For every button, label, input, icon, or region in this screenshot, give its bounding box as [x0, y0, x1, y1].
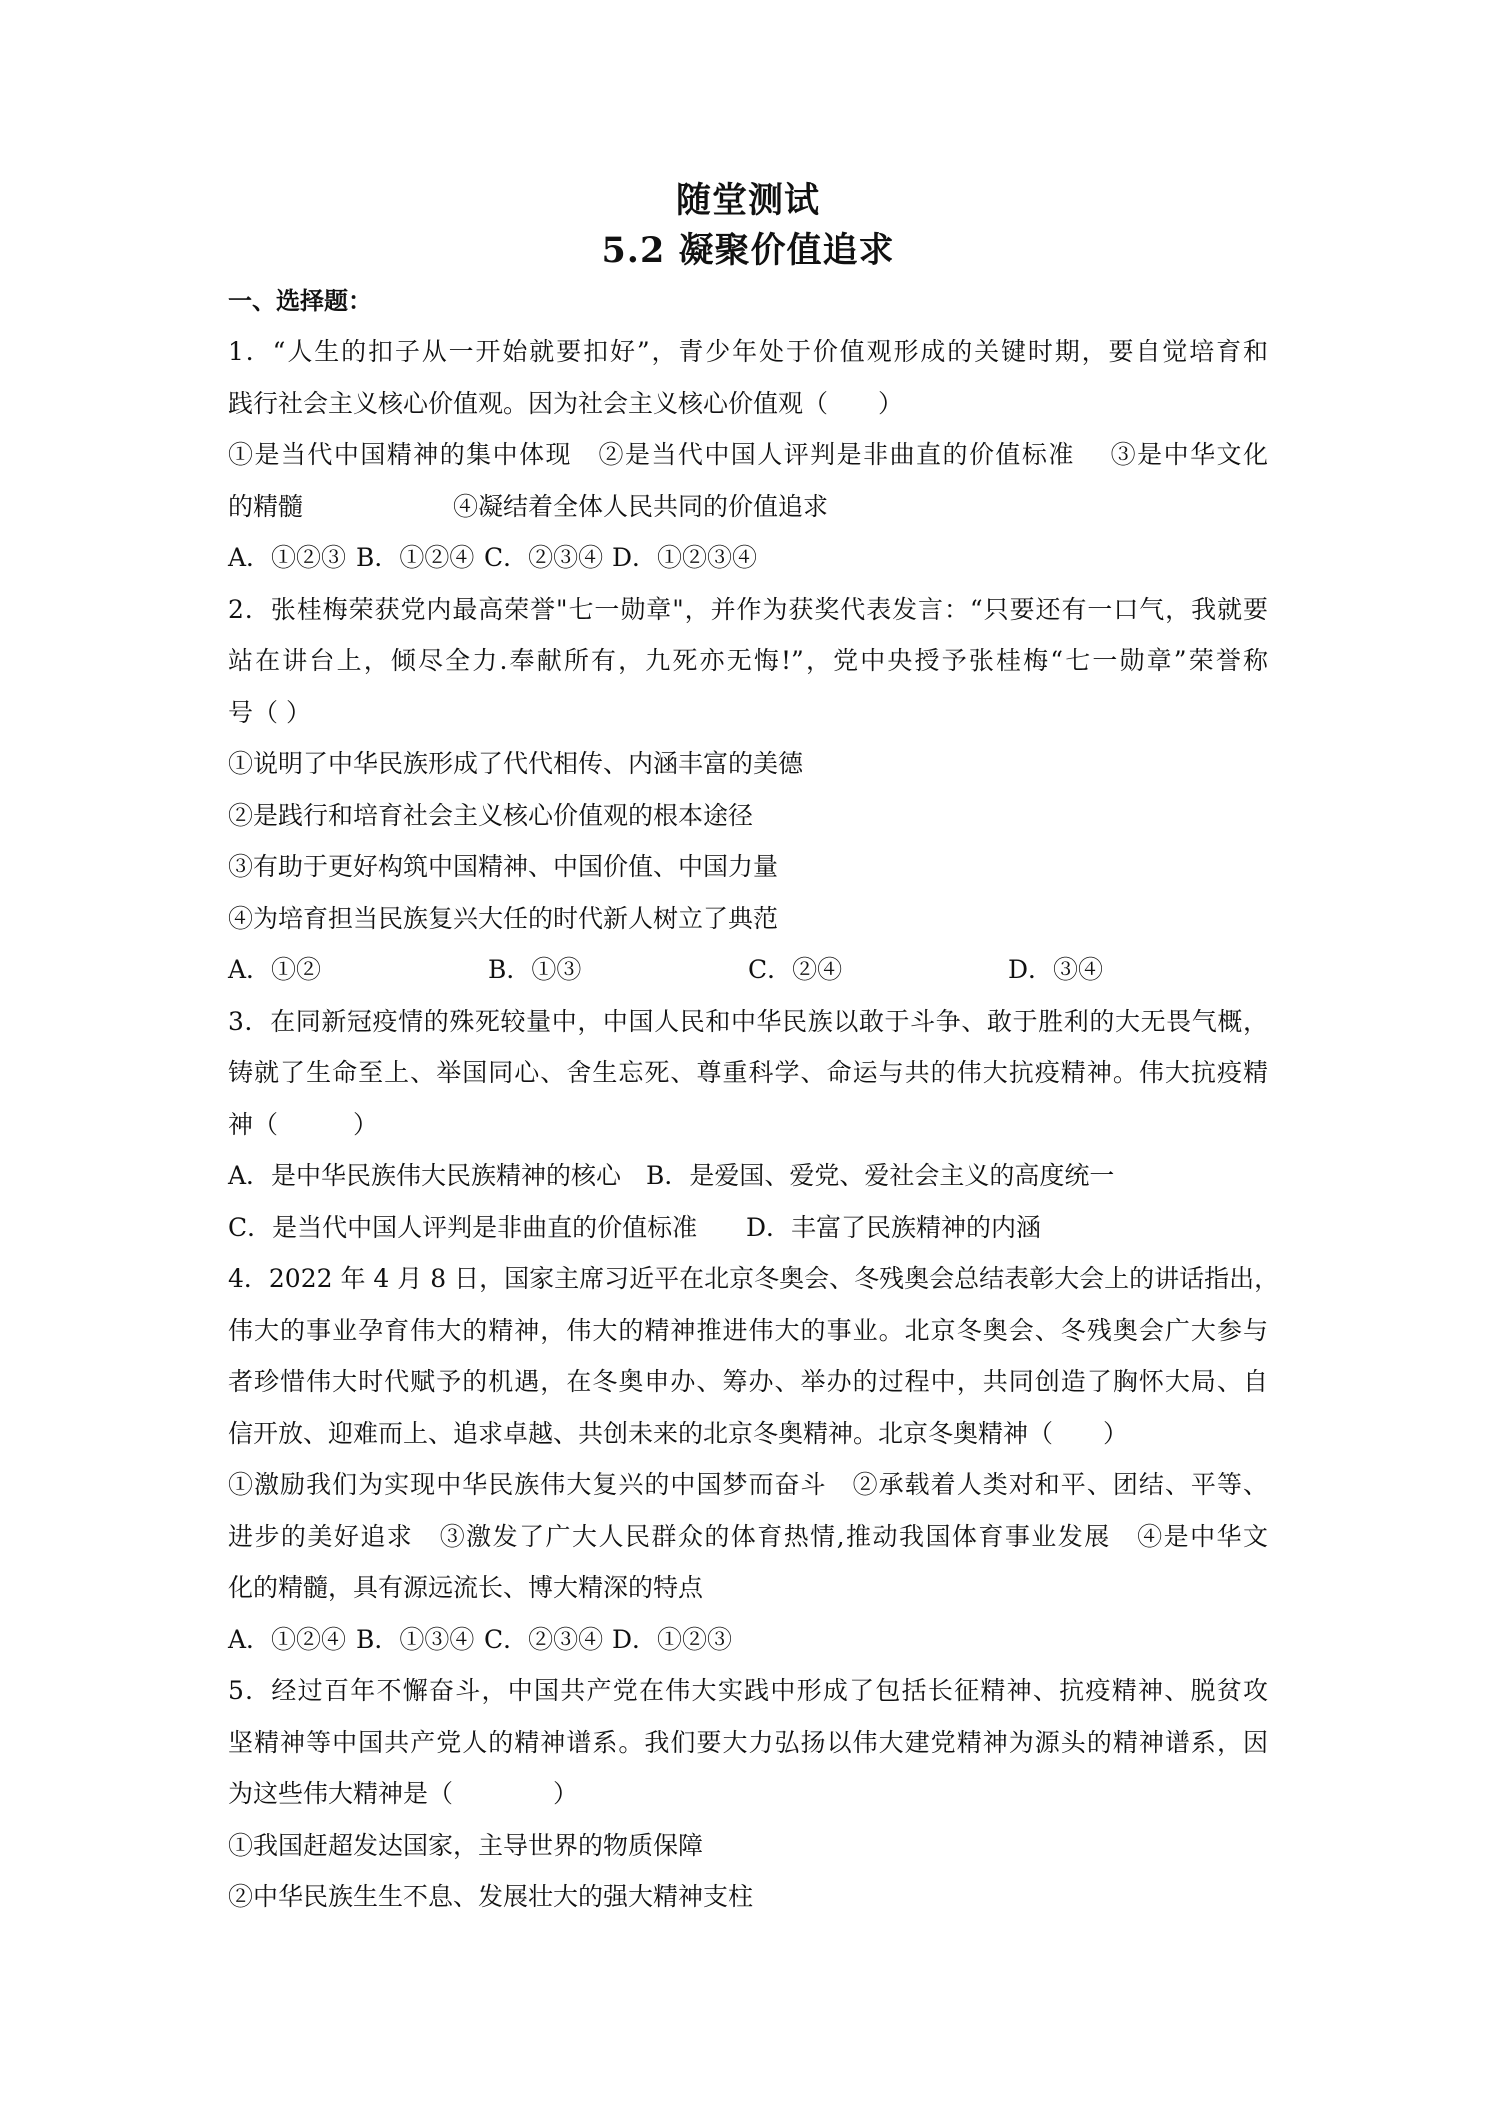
question-line: 伟大的事业孕育伟大的精神，伟大的精神推进伟大的事业。北京冬奥会、冬残奥会广大参与	[228, 1315, 1268, 1345]
option-c[interactable]: C．②③④	[484, 543, 604, 572]
document-title: 随堂测试	[675, 180, 820, 221]
option-b[interactable]: B．①②④	[356, 543, 475, 572]
answer-options	[228, 1150, 1268, 1202]
question-line: 站在讲台上，倾尽全力.奉献所有，九死亦无悔!”，党中央授予张桂梅“七一勋章”荣誉称	[228, 646, 1268, 675]
answer-options	[228, 532, 1268, 584]
question-line: 神（ ）	[228, 1109, 379, 1139]
question-line: 者珍惜伟大时代赋予的机遇，在冬奥申办、筹办、举办的过程中，共同创造了胸怀大局、自	[228, 1367, 1268, 1396]
question-line: ②是践行和培育社会主义核心价值观的根本途径	[228, 800, 754, 830]
question-line: 坚精神等中国共产党人的精神谱系。我们要大力弘扬以伟大建党精神为源头的精神谱系，因	[228, 1727, 1268, 1757]
option-b[interactable]: B．是爱国、爱党、爱社会主义的高度统一	[646, 1161, 1115, 1190]
document-content	[228, 176, 1280, 1923]
question-line: ①我国赶超发达国家，主导世界的物质保障	[228, 1830, 704, 1860]
option-c[interactable]: C．②④	[748, 955, 843, 984]
question-line: 践行社会主义核心价值观。因为社会主义核心价值观（ ）	[228, 388, 904, 418]
question-line: ③有助于更好构筑中国精神、中国价值、中国力量	[228, 852, 779, 881]
question-line: 为这些伟大精神是（ ）	[228, 1779, 579, 1808]
question-1	[228, 326, 1268, 584]
option-d[interactable]: D．③④	[1008, 955, 1104, 984]
question-4	[228, 1253, 1280, 1665]
question-line: ②中华民族生生不息、发展壮大的强大精神支柱	[228, 1882, 754, 1911]
option-c[interactable]: C．②③④	[484, 1624, 604, 1654]
question-2	[228, 584, 1268, 996]
question-line: 1．“人生的扣子从一开始就要扣好”，青少年处于价值观形成的关键时期，要自觉培育和	[228, 337, 1268, 366]
question-line: ①激励我们为实现中华民族伟大复兴的中国梦而奋斗 ②承载着人类对和平、团结、平等、	[228, 1470, 1268, 1499]
section-heading: 一、选择题：	[228, 286, 372, 315]
answer-options	[228, 1202, 1268, 1254]
question-line: 3．在同新冠疫情的殊死较量中，中国人民和中华民族以敢于斗争、敢于胜利的大无畏气概，	[228, 1006, 1268, 1036]
question-line: 号（ ）	[228, 697, 311, 727]
question-line: 化的精髓，具有源远流长、博大精深的特点	[228, 1573, 704, 1602]
answer-options	[228, 1614, 1268, 1666]
answer-options	[228, 944, 1268, 996]
question-line: 铸就了生命至上、举国同心、舍生忘死、尊重科学、命运与共的伟大抗疫精神。伟大抗疫精	[228, 1058, 1268, 1087]
question-line: 4．2022 年 4 月 8 日，国家主席习近平在北京冬奥会、冬残奥会总结表彰大会上的讲话指出，	[228, 1264, 1280, 1293]
option-b[interactable]: B．①③④	[356, 1624, 475, 1654]
option-d[interactable]: D．①②③	[612, 1624, 733, 1654]
question-line: ④为培育担当民族复兴大任的时代新人树立了典范	[228, 903, 779, 933]
question-line: 的精髓 ④凝结着全体人民共同的价值追求	[228, 491, 829, 521]
option-d[interactable]: D．丰富了民族精神的内涵	[746, 1212, 1042, 1242]
document-subtitle: 5.2 凝聚价值追求	[601, 230, 895, 271]
option-a[interactable]: A．①②③	[228, 543, 347, 572]
question-line: 5．经过百年不懈奋斗，中国共产党在伟大实践中形成了包括长征精神、抗疫精神、脱贫攻	[228, 1676, 1268, 1705]
question-line: ①是当代中国精神的集中体现 ②是当代中国人评判是非曲直的价值标准 ③是中华文化	[228, 440, 1268, 469]
question-line: ①说明了中华民族形成了代代相传、内涵丰富的美德	[228, 749, 804, 778]
option-a[interactable]: A．①②④	[228, 1624, 347, 1654]
question-line: 信开放、迎难而上、追求卓越、共创未来的北京冬奥精神。北京冬奥精神（ ）	[228, 1418, 1129, 1448]
question-line: 进步的美好追求 ③激发了广大人民群众的体育热情,推动我国体育事业发展 ④是中华文	[228, 1521, 1268, 1551]
option-d[interactable]: D．①②③④	[612, 543, 758, 572]
option-a[interactable]: A．是中华民族伟大民族精神的核心	[228, 1161, 622, 1190]
option-c[interactable]: C．是当代中国人评判是非曲直的价值标准	[228, 1212, 698, 1242]
question-5	[228, 1665, 1268, 1923]
question-3	[228, 996, 1268, 1254]
option-a[interactable]: A．①②	[228, 955, 322, 984]
question-line: 2．张桂梅荣获党内最高荣誉"七一勋章"，并作为获奖代表发言：“只要还有一口气，我就要	[228, 594, 1268, 624]
option-b[interactable]: B．①③	[488, 955, 582, 984]
